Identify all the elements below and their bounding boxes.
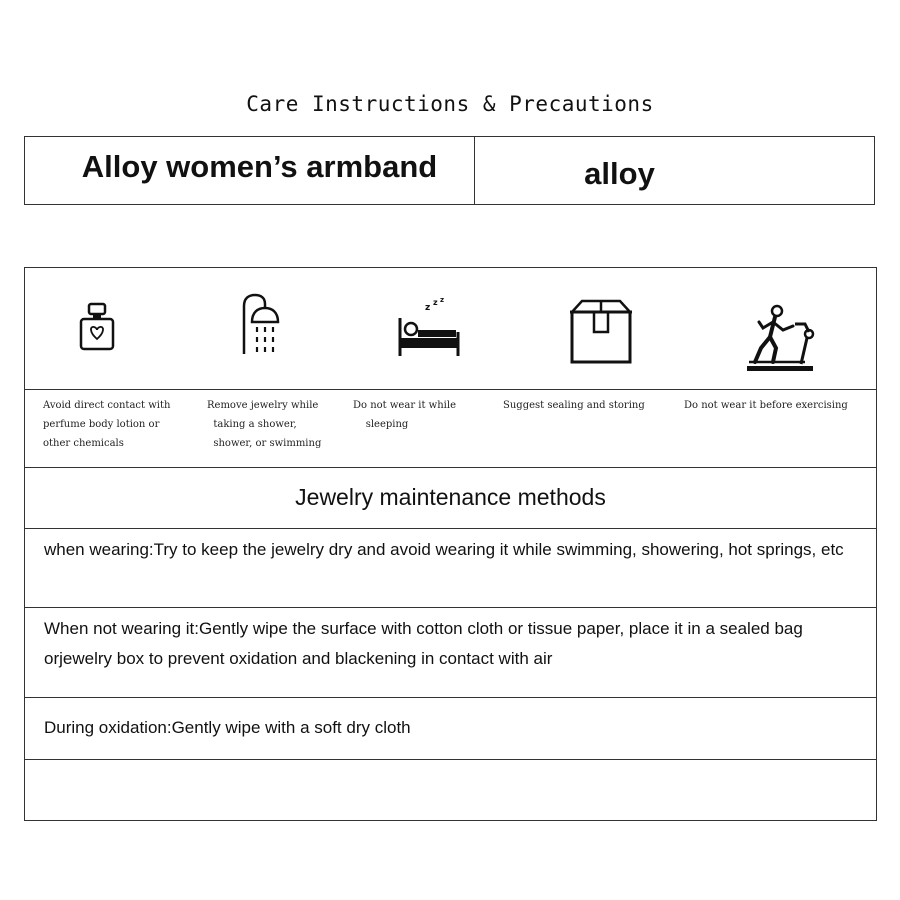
method-empty-row bbox=[25, 760, 876, 820]
care-table bbox=[24, 267, 877, 821]
page-title: Care Instructions & Precautions bbox=[246, 92, 654, 116]
perfume-bottle-icon bbox=[77, 302, 117, 352]
product-material: alloy bbox=[584, 155, 655, 191]
product-info-table bbox=[24, 136, 875, 205]
method-when-wearing: when wearing:Try to keep the jewelry dry and avoid wearing it while swimming, showering, hot springs, etc bbox=[25, 529, 876, 608]
caption-exercising: Do not wear it before exercising bbox=[684, 400, 848, 411]
method-oxidation: During oxidation:Gently wipe with a soft dry cloth bbox=[25, 698, 876, 760]
caption-shower: Remove jewelry while taking a shower, shower, or swimming bbox=[207, 400, 322, 449]
svg-text:z: z bbox=[425, 303, 431, 313]
maintenance-heading: Jewelry maintenance methods bbox=[25, 468, 876, 529]
caption-sleeping: Do not wear it while sleeping bbox=[353, 400, 456, 430]
method-not-wearing: When not wearing it:Gently wipe the surface with cotton cloth or tissue paper, place it in a sealed bag orjewelry box to prevent oxidation and blackening in contact with air bbox=[25, 608, 876, 698]
caption-storing: Suggest sealing and storing bbox=[503, 400, 645, 411]
product-name: Alloy women’s armband bbox=[25, 137, 475, 204]
shower-icon bbox=[239, 292, 291, 356]
caption-perfume: Avoid direct contact with perfume body lotion or other chemicals bbox=[43, 400, 171, 449]
svg-text:z: z bbox=[440, 296, 445, 304]
sleeping-bed-icon bbox=[397, 296, 461, 358]
precaution-captions-row bbox=[25, 390, 876, 468]
svg-text:z: z bbox=[433, 298, 438, 307]
precaution-icons-row bbox=[25, 268, 876, 390]
treadmill-runner-icon bbox=[743, 304, 819, 374]
storage-box-icon bbox=[569, 298, 633, 364]
